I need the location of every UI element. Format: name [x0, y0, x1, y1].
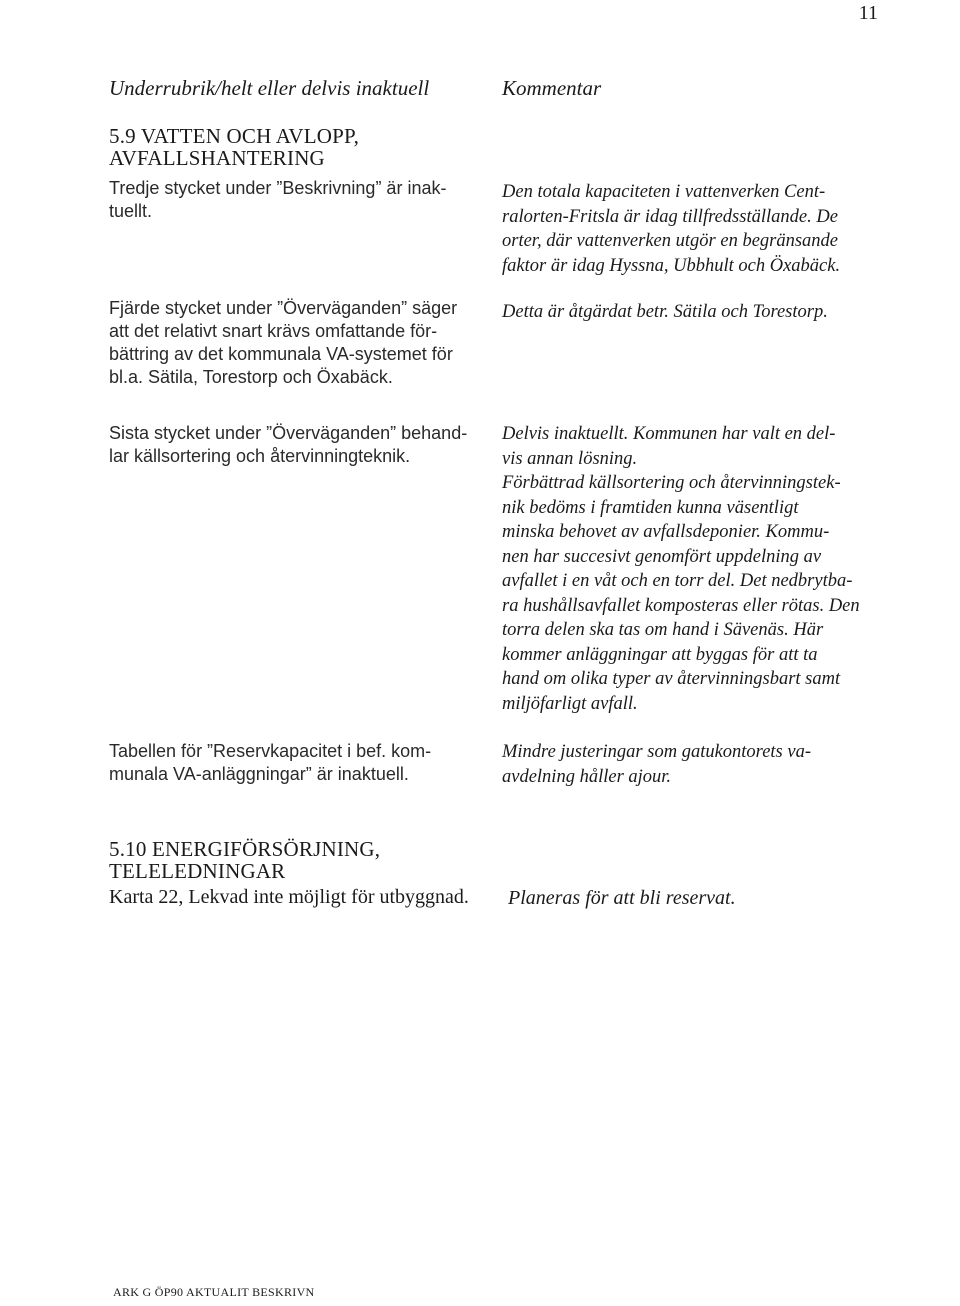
text-line: Tabellen för ”Reservkapacitet i bef. kom-: [109, 741, 432, 761]
text-line: Detta är åtgärdat betr. Sätila och Torestorp.: [502, 302, 828, 322]
text-line: ra hushållsavfallet komposteras eller rötas. Den: [502, 595, 860, 616]
text-line: Fjärde stycket under ”Överväganden” säger: [109, 298, 458, 318]
text-line: munala VA-anläggningar” är inaktuell.: [109, 764, 409, 784]
text-line: nen har succesivt genomfört uppdelning av: [502, 546, 822, 567]
section-5-9-title: [109, 125, 489, 169]
item-1-left: [109, 177, 489, 223]
text-line: Mindre justeringar som gatukontorets va-: [502, 742, 811, 762]
item-3-comment: [502, 422, 882, 716]
item-2-comment: [502, 300, 882, 325]
section-title-line: 5.9 VATTEN OCH AVLOPP,: [109, 124, 360, 148]
text-line: Karta 22, Lekvad inte möjligt för utbyggnad.: [109, 886, 469, 908]
text-line: bl.a. Sätila, Torestorp och Öxabäck.: [109, 367, 393, 387]
item-3-left: [109, 422, 489, 468]
text-line: Tredje stycket under ”Beskrivning” är inak-: [109, 178, 447, 198]
page-number: 11: [858, 2, 878, 24]
item-4-left: [109, 740, 489, 786]
text-line: Planeras för att bli reservat.: [508, 887, 736, 909]
text-line: minska behovet av avfallsdeponier. Kommu-: [502, 522, 830, 542]
right-column-header: Kommentar: [502, 76, 602, 100]
item-2-left: [109, 297, 489, 389]
text-line: Delvis inaktuellt. Kommunen har valt en del-: [502, 424, 836, 444]
section-title-line: AVFALLSHANTERING: [109, 146, 325, 170]
left-column-header: Underrubrik/helt eller delvis inaktuell: [109, 76, 430, 100]
text-line: hand om olika typer av återvinningsbart samt: [502, 669, 841, 689]
section-title-line: 5.10 ENERGIFÖRSÖRJNING,: [109, 837, 381, 861]
text-line: miljöfarligt avfall.: [502, 693, 638, 714]
text-line: att det relativt snart krävs omfattande för-: [109, 321, 438, 341]
section-title-line: TELELEDNINGAR: [109, 859, 286, 883]
text-line: Den totala kapaciteten i vattenverken Cent-: [502, 182, 826, 202]
text-line: faktor är idag Hyssna, Ubbhult och Öxabäck.: [502, 255, 841, 276]
item-5-left: [109, 886, 504, 909]
text-line: bättring av det kommunala VA-systemet för: [109, 344, 453, 364]
text-line: Sista stycket under ”Överväganden” behand-: [109, 423, 468, 443]
text-line: kommer anläggningar att byggas för att ta: [502, 644, 818, 665]
text-line: avdelning håller ajour.: [502, 766, 672, 787]
text-line: lar källsortering och återvinningteknik.: [109, 446, 411, 466]
item-4-comment: [502, 740, 882, 789]
item-1-comment: [502, 180, 882, 278]
text-line: vis annan lösning.: [502, 448, 638, 469]
text-line: avfallet i en våt och en torr del. Det nedbrytba-: [502, 571, 853, 591]
section-5-10-title: [109, 838, 489, 882]
text-line: orter, där vattenverken utgör en begränsande: [502, 231, 839, 251]
text-line: torra delen ska tas om hand i Sävenäs. Här: [502, 620, 824, 640]
item-5-comment: [508, 886, 888, 911]
text-line: tuellt.: [109, 201, 153, 221]
text-line: ralorten-Fritsla är idag tillfredsställande. De: [502, 206, 838, 227]
text-line: Förbättrad källsortering och återvinningstek-: [502, 473, 841, 493]
text-line: nik bedöms i framtiden kunna väsentligt: [502, 497, 799, 518]
footer-reference: ARK G ÖP90 AKTUALIT BESKRIVN: [113, 1285, 315, 1299]
